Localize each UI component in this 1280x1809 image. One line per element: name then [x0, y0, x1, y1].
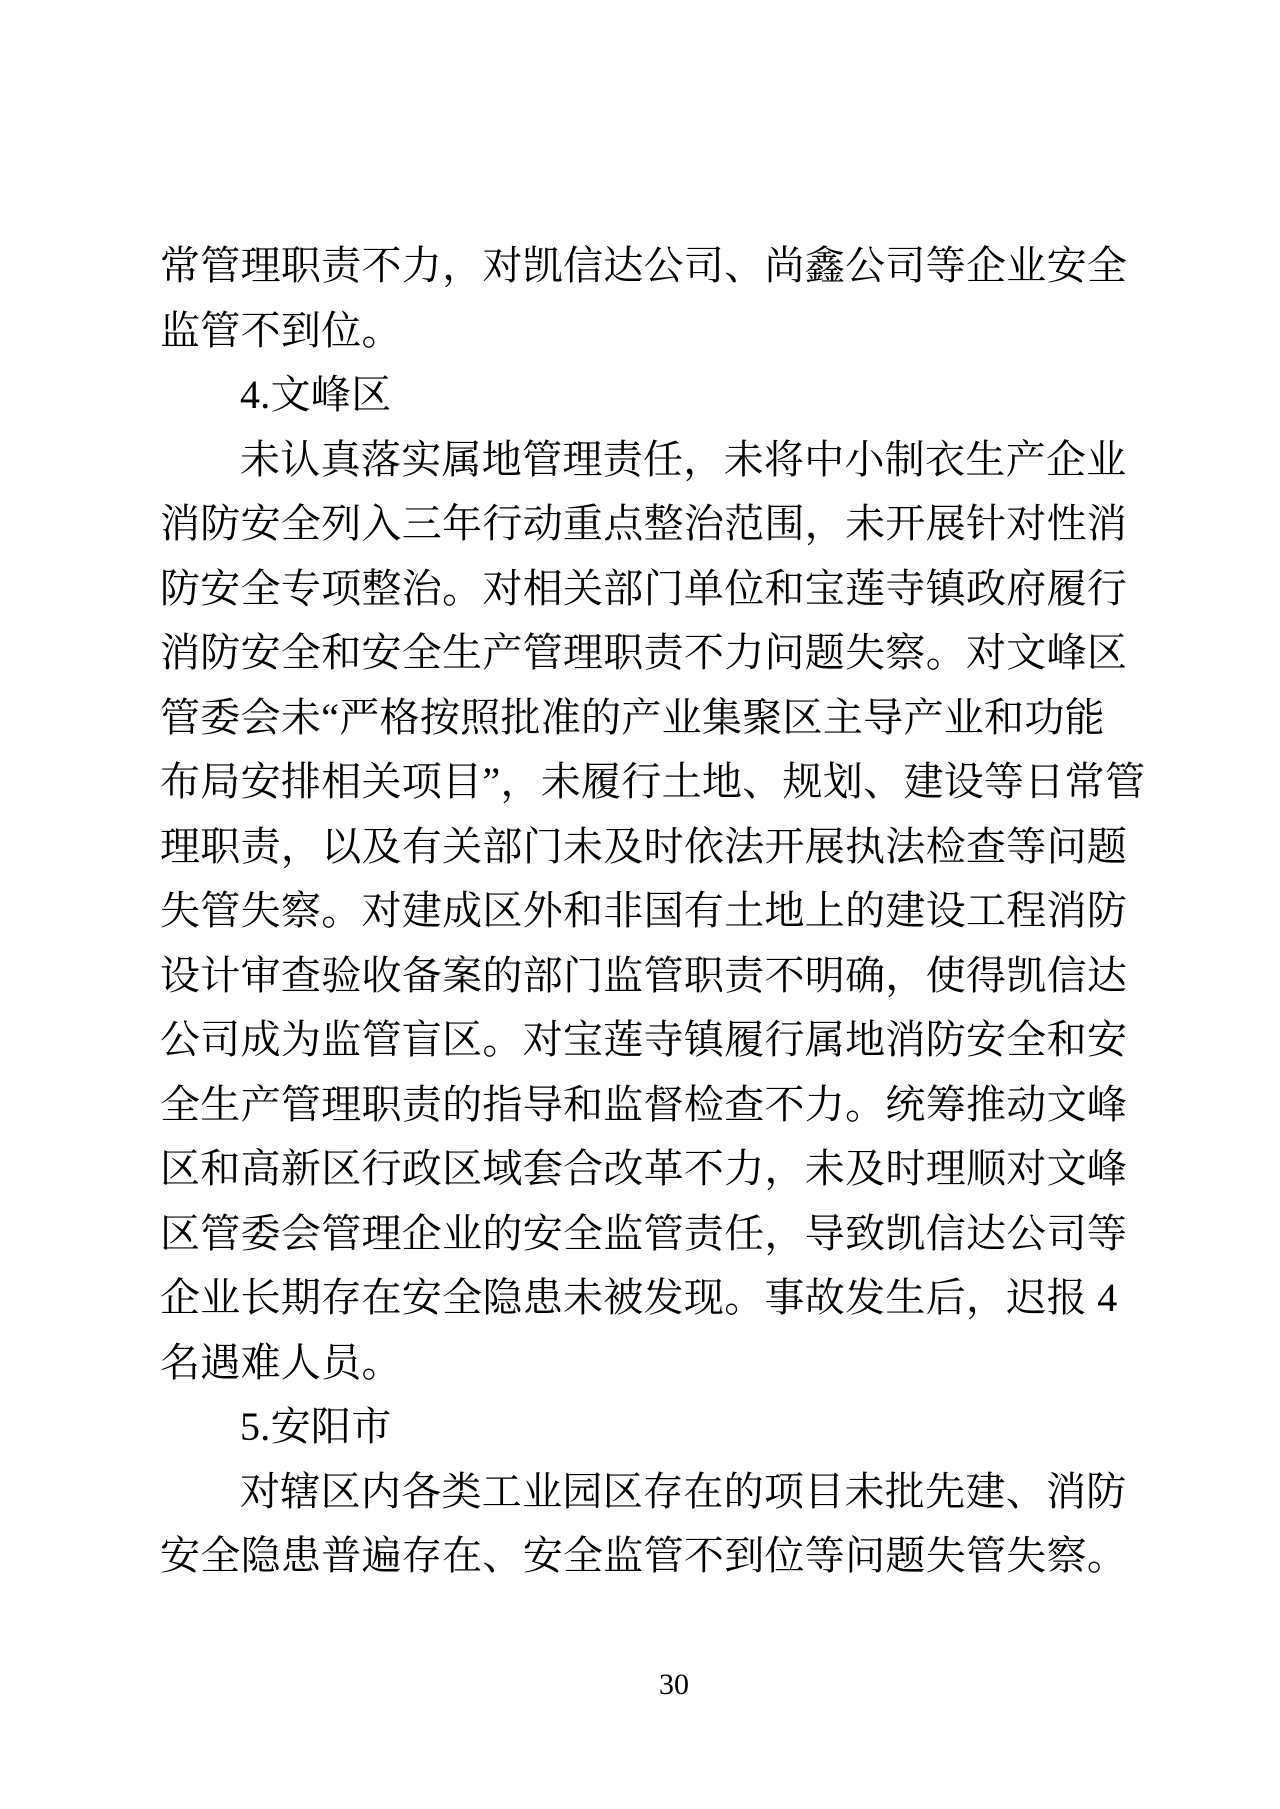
- section-heading: 4.文峰区: [240, 372, 392, 417]
- document-body: [160, 234, 1146, 1589]
- text-line: 理职责，以及有关部门未及时依法开展执法检查等问题: [160, 823, 1128, 869]
- text-line: 布局安排相关项目”，未履行土地、规划、建设等日常管: [160, 759, 1146, 804]
- text-line: 企业长期存在安全隐患未被发现。事故发生后，迟报 4: [160, 1275, 1118, 1320]
- page-number: 30: [659, 1668, 689, 1701]
- text-line: 区管委会管理企业的安全监管责任，导致凯信达公司等: [160, 1210, 1128, 1256]
- text-line: 对辖区内各类工业园区存在的项目未批先建、消防: [240, 1468, 1127, 1514]
- text-line: 管委会未“严格按照批准的产业集聚区主导产业和功能: [160, 694, 1105, 740]
- text-line: 区和高新区行政区域套合改革不力，未及时理顺对文峰: [160, 1146, 1128, 1191]
- section-heading: 5.安阳市: [240, 1404, 392, 1449]
- text-line: 公司成为监管盲区。对宝莲寺镇履行属地消防安全和安: [160, 1017, 1128, 1062]
- text-line: 失管失察。对建成区外和非国有土地上的建设工程消防: [160, 888, 1128, 933]
- text-line: 消防安全列入三年行动重点整治范围，未开展针对性消: [160, 501, 1128, 546]
- text-line: 监管不到位。: [160, 307, 402, 353]
- text-line: 设计审查验收备案的部门监管职责不明确，使得凯信达: [160, 952, 1128, 998]
- text-line: 安全隐患普遍存在、安全监管不到位等问题失管失察。: [160, 1533, 1128, 1578]
- text-line: 防安全专项整治。对相关部门单位和宝莲寺镇政府履行: [160, 565, 1128, 611]
- text-line: 未认真落实属地管理责任，未将中小制衣生产企业: [240, 436, 1127, 482]
- text-line: 消防安全和安全生产管理职责不力问题失察。对文峰区: [160, 630, 1128, 675]
- text-line: 名遇难人员。: [160, 1339, 402, 1385]
- text-line: 常管理职责不力，对凯信达公司、尚鑫公司等企业安全: [160, 243, 1128, 288]
- text-line: 全生产管理职责的指导和监督检查不力。统筹推动文峰: [160, 1081, 1128, 1127]
